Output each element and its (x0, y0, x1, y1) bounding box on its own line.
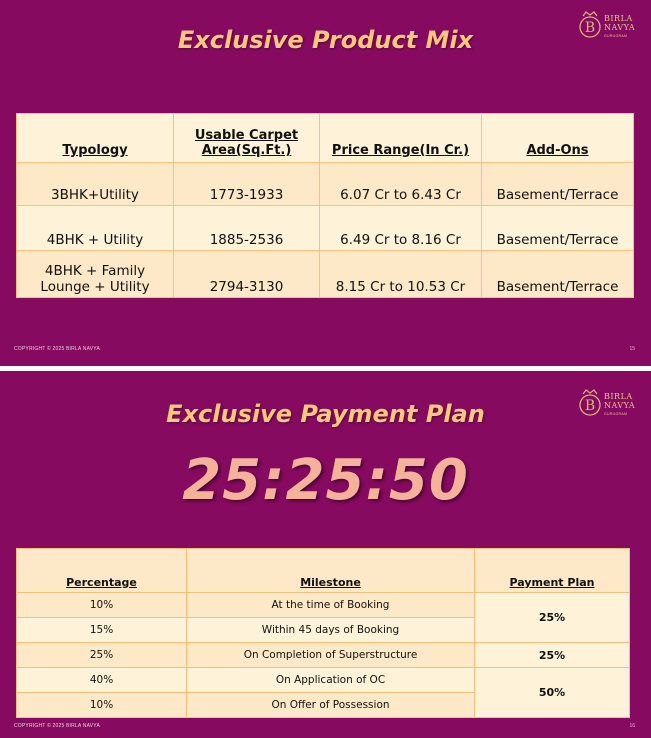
col-header-carpet-area: Usable Carpet Area(Sq.Ft.) (174, 114, 320, 163)
slide-product-mix (0, 0, 651, 366)
svg-text:B: B (584, 20, 596, 36)
cell-typology: 4BHK + Family Lounge + Utility (17, 251, 174, 298)
cell-milestone: On Completion of Superstructure (187, 643, 475, 668)
svg-text:B: B (584, 398, 596, 414)
col-header-payment-plan: Payment Plan (475, 549, 630, 593)
col-header-typology: Typology (17, 114, 174, 163)
slide-payment-plan (0, 371, 651, 738)
page-number: 16 (629, 723, 635, 729)
table-row (17, 163, 634, 206)
cell-percentage: 10% (17, 593, 187, 618)
table-row (17, 668, 630, 693)
table-row (17, 251, 634, 298)
cell-carpet-area: 1773-1933 (174, 163, 320, 206)
cell-percentage: 25% (17, 643, 187, 668)
cell-typology: 3BHK+Utility (17, 163, 174, 206)
payment-plan-table (16, 548, 630, 718)
logo-location: GURUGRAM (604, 34, 628, 38)
table-row (17, 643, 630, 668)
cell-add-ons: Basement/Terrace (482, 206, 634, 251)
cell-typology: 4BHK + Utility (17, 206, 174, 251)
copyright-footer: COPYRIGHT © 2025 BIRLA NAVYA (14, 723, 100, 729)
cell-payment-plan: 25% (475, 643, 630, 668)
cell-add-ons: Basement/Terrace (482, 251, 634, 298)
copyright-footer: COPYRIGHT © 2025 BIRLA NAVYA (14, 346, 100, 352)
table-header-row (17, 549, 630, 593)
logo-location: GURUGRAM (604, 412, 628, 416)
payment-ratio: 25:25:50 (182, 448, 469, 513)
cell-percentage: 10% (17, 693, 187, 718)
cell-carpet-area: 1885-2536 (174, 206, 320, 251)
cell-milestone: On Application of OC (187, 668, 475, 693)
cell-add-ons: Basement/Terrace (482, 163, 634, 206)
cell-price-range: 8.15 Cr to 10.53 Cr (320, 251, 482, 298)
cell-price-range: 6.07 Cr to 6.43 Cr (320, 163, 482, 206)
cell-payment-plan: 25% (475, 593, 630, 643)
cell-percentage: 15% (17, 618, 187, 643)
table-row (17, 593, 630, 618)
col-header-add-ons: Add-Ons (482, 114, 634, 163)
table-row (17, 206, 634, 251)
cell-milestone: At the time of Booking (187, 593, 475, 618)
col-header-price-range: Price Range(In Cr.) (320, 114, 482, 163)
cell-payment-plan: 50% (475, 668, 630, 718)
page-number: 15 (629, 346, 635, 352)
col-header-percentage: Percentage (17, 549, 187, 593)
table-header-row (17, 114, 634, 163)
cell-carpet-area: 2794-3130 (174, 251, 320, 298)
cell-price-range: 6.49 Cr to 8.16 Cr (320, 206, 482, 251)
product-mix-table (16, 113, 634, 298)
page-title: Exclusive Payment Plan (166, 400, 485, 428)
logo-wordmark: BIRLA NAVYA (604, 392, 636, 410)
page-title: Exclusive Product Mix (177, 26, 474, 54)
cell-percentage: 40% (17, 668, 187, 693)
cell-milestone: Within 45 days of Booking (187, 618, 475, 643)
cell-milestone: On Offer of Possession (187, 693, 475, 718)
logo-wordmark: BIRLA NAVYA (604, 14, 636, 32)
col-header-milestone: Milestone (187, 549, 475, 593)
